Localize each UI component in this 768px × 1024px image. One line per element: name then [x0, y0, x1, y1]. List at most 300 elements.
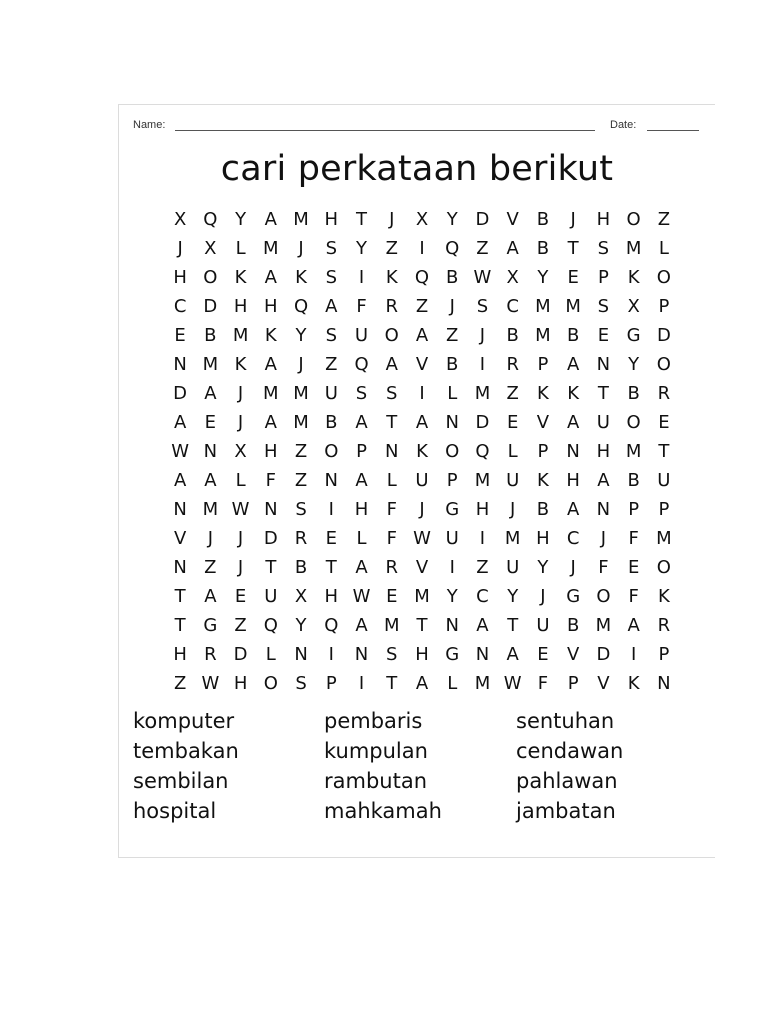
grid-letter: T — [597, 383, 609, 404]
grid-letter: Z — [173, 673, 187, 694]
grid-letter: A — [506, 238, 519, 259]
grid-letter: S — [295, 499, 307, 520]
grid-letter: D — [596, 644, 611, 665]
grid-letter: A — [567, 412, 580, 433]
grid-letter: Q — [475, 441, 490, 462]
grid-letter: K — [567, 383, 580, 404]
grid-letter: Q — [293, 296, 309, 317]
grid-letter: E — [234, 586, 247, 607]
grid-letter: U — [506, 557, 520, 578]
grid-letter: V — [597, 673, 610, 694]
grid-letter: C — [566, 528, 580, 549]
word-list-item: tembakan — [133, 739, 239, 763]
grid-letter: L — [265, 644, 276, 665]
grid-letter: H — [536, 528, 550, 549]
grid-letter: J — [298, 238, 304, 259]
grid-letter: T — [658, 441, 670, 462]
grid-letter: T — [174, 615, 186, 636]
grid-letter: E — [658, 412, 670, 433]
grid-letter: O — [626, 412, 641, 433]
grid-letter: H — [596, 441, 611, 462]
grid-letter: K — [234, 354, 247, 375]
grid-letter: K — [657, 586, 670, 607]
grid-letter: A — [415, 412, 429, 433]
grid-letter: H — [233, 673, 248, 694]
grid-letter: A — [567, 499, 580, 520]
grid-letter: U — [445, 528, 459, 549]
grid-letter: E — [204, 412, 217, 433]
grid-letter: K — [234, 267, 247, 288]
grid-letter: Q — [414, 267, 430, 288]
grid-letter: P — [537, 354, 549, 375]
grid-letter: Y — [356, 238, 368, 259]
grid-letter: S — [355, 383, 368, 404]
grid-letter: E — [507, 412, 519, 433]
grid-letter: Z — [415, 296, 429, 317]
grid-letter: Z — [476, 557, 489, 578]
grid-letter: K — [264, 325, 277, 346]
grid-letter: A — [355, 470, 368, 491]
grid-letter: V — [415, 557, 429, 578]
word-list-item: mahkamah — [324, 799, 442, 823]
grid-letter: U — [324, 383, 338, 404]
grid-letter: M — [293, 383, 309, 404]
grid-letter: Y — [507, 586, 519, 607]
grid-letter: N — [173, 354, 187, 375]
word-search-grid — [165, 205, 679, 698]
grid-letter: X — [294, 586, 308, 607]
grid-letter: I — [328, 644, 334, 665]
grid-letter: I — [630, 644, 637, 665]
grid-letter: M — [293, 412, 309, 433]
grid-letter: O — [324, 441, 339, 462]
grid-letter: A — [415, 325, 429, 346]
grid-letter: T — [174, 586, 186, 607]
grid-letter: J — [237, 412, 244, 433]
grid-letter: A — [597, 470, 610, 491]
grid-letter: I — [419, 238, 425, 259]
grid-letter: O — [445, 441, 460, 462]
grid-letter: O — [656, 267, 671, 288]
grid-letter: R — [657, 615, 671, 636]
grid-letter: A — [476, 615, 489, 636]
grid-letter: V — [506, 209, 519, 230]
grid-letter: B — [627, 383, 640, 404]
grid-letter: A — [355, 412, 368, 433]
grid-letter: Z — [325, 354, 338, 375]
name-label: Name: — [133, 119, 166, 131]
grid-letter: E — [567, 267, 579, 288]
grid-letter: M — [202, 354, 219, 375]
grid-letter: I — [358, 267, 365, 288]
grid-letter: A — [173, 470, 187, 491]
grid-letter: W — [473, 267, 492, 288]
grid-letter: L — [386, 470, 397, 491]
grid-letter: Q — [263, 615, 278, 636]
grid-letter: U — [415, 470, 429, 491]
grid-letter: Y — [446, 209, 458, 230]
grid-letter: D — [233, 644, 248, 665]
grid-letter: D — [173, 383, 188, 404]
grid-letter: B — [627, 470, 640, 491]
grid-letter: Z — [506, 383, 519, 404]
grid-letter: A — [415, 673, 429, 694]
grid-letter: G — [203, 615, 218, 636]
grid-letter: D — [203, 296, 218, 317]
grid-letter: H — [324, 209, 339, 230]
word-list — [133, 706, 693, 826]
grid-letter: Y — [628, 354, 640, 375]
grid-letter: X — [173, 209, 187, 230]
grid-letter: M — [383, 615, 400, 636]
name-blank-line — [175, 130, 595, 131]
grid-letter: M — [504, 528, 521, 549]
grid-letter: H — [415, 644, 429, 665]
grid-letter: N — [173, 557, 187, 578]
grid-letter: L — [235, 470, 246, 491]
grid-letter: H — [264, 441, 278, 462]
grid-letter: N — [445, 615, 459, 636]
word-list-item: rambutan — [324, 769, 428, 793]
grid-letter: J — [177, 238, 183, 259]
grid-letter: A — [627, 615, 640, 636]
grid-letter: Y — [235, 209, 247, 230]
grid-letter: O — [596, 586, 611, 607]
grid-letter: M — [414, 586, 430, 607]
grid-letter: D — [475, 412, 490, 433]
grid-letter: P — [446, 470, 458, 491]
grid-letter: P — [567, 673, 579, 694]
grid-letter: N — [324, 470, 339, 491]
grid-letter: R — [294, 528, 308, 549]
grid-letter: I — [449, 557, 455, 578]
grid-letter: O — [656, 557, 671, 578]
grid-letter: A — [385, 354, 398, 375]
grid-letter: D — [475, 209, 490, 230]
grid-letter: X — [506, 267, 519, 288]
grid-letter: U — [657, 470, 671, 491]
grid-letter: B — [566, 325, 580, 346]
grid-letter: A — [264, 354, 277, 375]
grid-letter: Y — [537, 557, 549, 578]
grid-letter: D — [656, 325, 671, 346]
grid-letter: B — [204, 325, 217, 346]
grid-letter: H — [233, 296, 248, 317]
grid-letter: Y — [295, 325, 307, 346]
grid-letter: T — [386, 673, 398, 694]
grid-letter: U — [506, 470, 520, 491]
grid-letter: A — [264, 412, 277, 433]
grid-letter: N — [566, 441, 580, 462]
grid-letter: K — [627, 673, 640, 694]
grid-letter: M — [656, 528, 672, 549]
grid-letter: P — [597, 267, 609, 288]
grid-letter: L — [447, 383, 458, 404]
grid-letter: V — [173, 528, 187, 549]
grid-letter: H — [324, 586, 339, 607]
grid-letter: J — [570, 209, 576, 230]
grid-letter: V — [415, 354, 429, 375]
grid-letter: S — [597, 238, 610, 259]
grid-letter: C — [476, 586, 489, 607]
grid-letter: N — [294, 644, 308, 665]
grid-letter: M — [293, 209, 309, 230]
grid-letter: F — [356, 296, 367, 317]
worksheet-header — [133, 119, 689, 137]
grid-letter: J — [540, 586, 546, 607]
grid-letter: N — [264, 499, 278, 520]
grid-letter: L — [447, 673, 458, 694]
grid-letter: R — [385, 296, 399, 317]
grid-letter: T — [265, 557, 277, 578]
word-list-item: kumpulan — [324, 739, 428, 763]
grid-letter: J — [237, 557, 244, 578]
grid-letter: L — [356, 528, 367, 549]
grid-letter: M — [565, 296, 581, 317]
grid-letter: W — [413, 528, 431, 549]
grid-letter: E — [597, 325, 610, 346]
grid-letter: N — [475, 644, 490, 665]
grid-letter: J — [570, 557, 576, 578]
grid-letter: G — [445, 644, 460, 665]
grid-letter: R — [385, 557, 399, 578]
grid-letter: X — [415, 209, 429, 230]
grid-letter: T — [416, 615, 428, 636]
grid-letter: J — [389, 209, 395, 230]
grid-letter: H — [475, 499, 490, 520]
grid-letter: P — [658, 296, 670, 317]
grid-letter: V — [567, 644, 580, 665]
grid-letter: T — [507, 615, 519, 636]
grid-letter: Y — [295, 615, 307, 636]
grid-letter: L — [658, 238, 669, 259]
grid-letter: W — [231, 499, 250, 520]
grid-letter: P — [325, 673, 337, 694]
grid-letter: C — [506, 296, 519, 317]
grid-letter: A — [567, 354, 580, 375]
word-list-item: sembilan — [133, 769, 229, 793]
grid-letter: M — [263, 238, 279, 259]
grid-letter: E — [386, 586, 398, 607]
grid-letter: E — [537, 644, 549, 665]
grid-letter: S — [386, 383, 398, 404]
grid-letter: O — [203, 267, 218, 288]
grid-letter: N — [657, 673, 671, 694]
grid-letter: B — [536, 238, 550, 259]
grid-letter: P — [628, 499, 640, 520]
grid-letter: R — [204, 644, 217, 665]
grid-letter: O — [656, 354, 671, 375]
grid-letter: F — [386, 528, 397, 549]
grid-letter: I — [328, 499, 334, 520]
grid-letter: Z — [294, 470, 308, 491]
grid-letter: Y — [446, 586, 458, 607]
grid-letter: Z — [385, 238, 398, 259]
grid-letter: C — [173, 296, 187, 317]
grid-letter: U — [536, 615, 550, 636]
word-list-item: cendawan — [516, 739, 624, 763]
grid-letter: J — [298, 354, 304, 375]
grid-letter: M — [625, 441, 642, 462]
grid-letter: M — [202, 499, 219, 520]
grid-letter: U — [264, 586, 278, 607]
grid-letter: U — [596, 412, 610, 433]
grid-letter: Z — [234, 615, 247, 636]
grid-letter: N — [596, 354, 611, 375]
grid-letter: L — [235, 238, 246, 259]
grid-letter: R — [657, 383, 671, 404]
grid-letter: A — [325, 296, 338, 317]
grid-letter: K — [416, 441, 428, 462]
grid-letter: O — [384, 325, 399, 346]
grid-letter: B — [536, 499, 550, 520]
grid-letter: S — [295, 673, 307, 694]
grid-letter: N — [203, 441, 218, 462]
grid-letter: A — [506, 644, 519, 665]
grid-letter: N — [445, 412, 459, 433]
grid-letter: M — [535, 296, 551, 317]
grid-letter: F — [628, 528, 639, 549]
grid-letter: A — [173, 412, 187, 433]
word-list-item: jambatan — [516, 799, 616, 823]
grid-letter: Z — [476, 238, 489, 259]
grid-letter: K — [295, 267, 307, 288]
word-list-item: komputer — [133, 709, 235, 733]
grid-letter: E — [627, 557, 640, 578]
grid-letter: D — [263, 528, 278, 549]
grid-letter: P — [356, 441, 367, 462]
grid-letter: H — [596, 209, 611, 230]
grid-letter: Q — [354, 354, 369, 375]
grid-letter: W — [171, 441, 190, 462]
grid-letter: J — [479, 325, 486, 346]
grid-letter: W — [352, 586, 371, 607]
grid-letter: T — [567, 238, 579, 259]
grid-letter: K — [537, 470, 549, 491]
grid-letter: N — [354, 644, 369, 665]
grid-letter: N — [385, 441, 399, 462]
grid-letter: B — [446, 267, 459, 288]
grid-letter: S — [386, 644, 398, 665]
grid-letter: P — [658, 644, 670, 665]
date-blank-line — [647, 130, 699, 131]
grid-letter: F — [598, 557, 609, 578]
grid-letter: S — [597, 296, 610, 317]
grid-letter: K — [537, 383, 549, 404]
grid-letter: S — [325, 267, 337, 288]
grid-letter: G — [445, 499, 460, 520]
grid-letter: H — [354, 499, 369, 520]
grid-letter: A — [355, 615, 368, 636]
grid-letter: U — [354, 325, 369, 346]
grid-letter: T — [325, 557, 337, 578]
grid-letter: M — [535, 325, 551, 346]
grid-letter: H — [264, 296, 278, 317]
grid-letter: A — [264, 267, 277, 288]
grid-letter: X — [627, 296, 640, 317]
grid-letter: B — [325, 412, 338, 433]
word-list-item: pembaris — [324, 709, 423, 733]
grid-letter: M — [625, 238, 642, 259]
grid-letter: B — [446, 354, 459, 375]
grid-letter: K — [627, 267, 640, 288]
grid-letter: B — [294, 557, 308, 578]
grid-letter: A — [204, 383, 217, 404]
grid-letter: Z — [204, 557, 217, 578]
grid-letter: Q — [445, 238, 460, 259]
grid-letter: J — [600, 528, 607, 549]
grid-letter: S — [325, 325, 337, 346]
grid-letter: W — [503, 673, 522, 694]
grid-letter: A — [264, 209, 277, 230]
grid-letter: T — [356, 209, 368, 230]
grid-letter: F — [537, 673, 549, 694]
word-list-item: pahlawan — [516, 769, 618, 793]
grid-letter: M — [595, 615, 612, 636]
grid-letter: I — [419, 383, 425, 404]
grid-letter: J — [419, 499, 425, 520]
grid-letter: Q — [203, 209, 218, 230]
grid-letter: F — [386, 499, 397, 520]
grid-letter: E — [174, 325, 186, 346]
grid-letter: L — [507, 441, 518, 462]
grid-letter: B — [566, 615, 580, 636]
grid-letter: Y — [537, 267, 549, 288]
grid-letter: N — [173, 499, 187, 520]
grid-letter: G — [566, 586, 581, 607]
grid-letter: M — [474, 673, 491, 694]
grid-letter: I — [358, 673, 365, 694]
grid-letter: A — [204, 470, 217, 491]
grid-letter: G — [626, 325, 641, 346]
grid-letter: B — [536, 209, 550, 230]
grid-letter: A — [204, 586, 217, 607]
grid-letter: J — [510, 499, 516, 520]
grid-letter: J — [207, 528, 213, 549]
grid-letter: H — [173, 267, 187, 288]
grid-letter: I — [479, 528, 486, 549]
grid-letter: O — [626, 209, 641, 230]
date-label: Date: — [610, 119, 637, 131]
word-list-item: sentuhan — [516, 709, 615, 733]
grid-letter: J — [237, 383, 244, 404]
grid-letter: S — [476, 296, 489, 317]
word-list-item: hospital — [133, 799, 217, 823]
worksheet-title: cari perkataan berikut — [220, 149, 614, 189]
grid-letter: J — [237, 528, 244, 549]
grid-letter: H — [173, 644, 187, 665]
grid-letter: P — [537, 441, 549, 462]
grid-letter: T — [386, 412, 398, 433]
grid-letter: V — [536, 412, 550, 433]
grid-letter: R — [506, 354, 519, 375]
grid-letter: I — [479, 354, 486, 375]
grid-letter: M — [232, 325, 249, 346]
grid-letter: N — [596, 499, 611, 520]
grid-letter: X — [204, 238, 217, 259]
worksheet — [118, 104, 715, 858]
grid-letter: F — [265, 470, 276, 491]
grid-letter: J — [449, 296, 455, 317]
grid-letter: M — [263, 383, 279, 404]
grid-letter: Z — [657, 209, 671, 230]
grid-letter: Q — [324, 615, 339, 636]
grid-letter: F — [628, 586, 639, 607]
grid-letter: S — [325, 238, 337, 259]
grid-letter: M — [474, 383, 491, 404]
grid-letter: Z — [294, 441, 308, 462]
grid-letter: E — [325, 528, 337, 549]
